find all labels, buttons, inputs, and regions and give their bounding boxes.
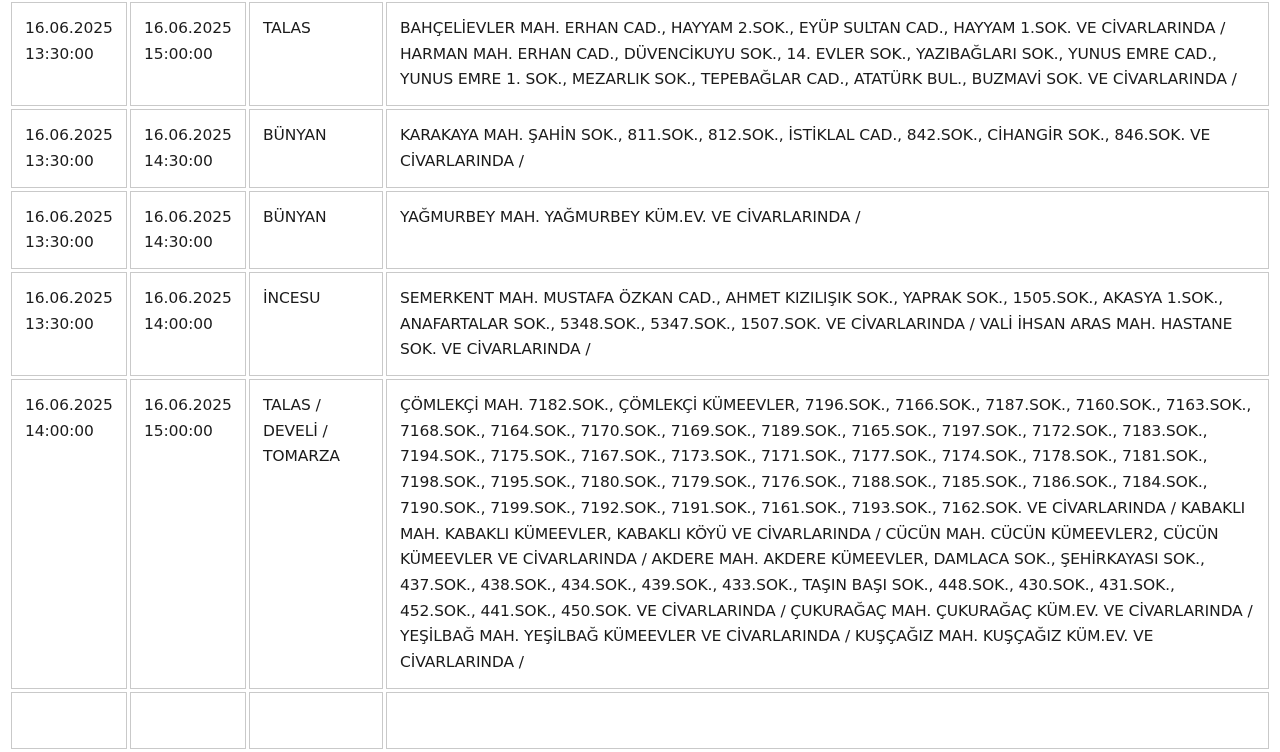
end-date: 16.06.2025 — [144, 207, 232, 226]
start-date: 16.06.2025 — [25, 126, 113, 145]
end-time: 15:00:00 — [144, 421, 213, 440]
start-cell — [11, 379, 127, 689]
address-cell: KARAKAYA MAH. ŞAHİN SOK., 811.SOK., 812.SOK., İSTİKLAL CAD., 842.SOK., CİHANGİR SOK., 846.SOK. VE CİVARLARINDA / — [386, 109, 1269, 187]
empty-cell — [130, 692, 246, 749]
address-cell: BAHÇELİEVLER MAH. ERHAN CAD., HAYYAM 2.SOK., EYÜP SULTAN CAD., HAYYAM 1.SOK. VE CİVARLARINDA / HARMAN MAH. ERHAN CAD., DÜVENCİKUYU SOK., 14. EVLER SOK., YAZIBAĞLARI SOK., YUNUS EMRE CAD., YUNUS EMRE 1. SOK., MEZARLIK SOK., TEPEBAĞLAR CAD., ATATÜRK BUL., BUZMAVİ SOK. VE CİVARLARINDA / — [386, 2, 1269, 106]
end-date: 16.06.2025 — [144, 396, 232, 415]
start-time: 13:30:00 — [25, 314, 94, 333]
end-date: 16.06.2025 — [144, 126, 232, 145]
start-cell — [11, 191, 127, 269]
table-row — [11, 191, 1269, 269]
table-row — [11, 109, 1269, 187]
empty-cell — [386, 692, 1269, 749]
end-time: 14:30:00 — [144, 233, 213, 252]
district-cell: BÜNYAN — [249, 191, 383, 269]
district-cell: BÜNYAN — [249, 109, 383, 187]
district-cell: TALAS / DEVELİ / TOMARZA — [249, 379, 383, 689]
end-cell — [130, 109, 246, 187]
district-cell: İNCESU — [249, 272, 383, 376]
address-cell: SEMERKENT MAH. MUSTAFA ÖZKAN CAD., AHMET KIZILIŞIK SOK., YAPRAK SOK., 1505.SOK., AKASYA 1.SOK., ANAFARTALAR SOK., 5348.SOK., 5347.SOK., 1507.SOK. VE CİVARLARINDA / VALİ İHSAN ARAS MAH. HASTANE SOK. VE CİVARLARINDA / — [386, 272, 1269, 376]
district-cell: TALAS — [249, 2, 383, 106]
start-time: 14:00:00 — [25, 421, 94, 440]
empty-cell — [11, 692, 127, 749]
start-time: 13:30:00 — [25, 151, 94, 170]
end-cell — [130, 191, 246, 269]
start-date: 16.06.2025 — [25, 207, 113, 226]
start-date: 16.06.2025 — [25, 288, 113, 307]
start-cell — [11, 272, 127, 376]
start-date: 16.06.2025 — [25, 19, 113, 37]
end-time: 15:00:00 — [144, 44, 213, 63]
end-date: 16.06.2025 — [144, 288, 232, 307]
end-cell — [130, 272, 246, 376]
outage-table — [8, 0, 1272, 752]
table-row — [11, 379, 1269, 689]
address-cell: YAĞMURBEY MAH. YAĞMURBEY KÜM.EV. VE CİVARLARINDA / — [386, 191, 1269, 269]
empty-cell — [249, 692, 383, 749]
end-time: 14:00:00 — [144, 314, 213, 333]
table-row — [11, 272, 1269, 376]
start-cell — [11, 2, 127, 106]
end-cell — [130, 379, 246, 689]
table-row-partial — [11, 692, 1269, 749]
end-time: 14:30:00 — [144, 151, 213, 170]
end-cell — [130, 2, 246, 106]
start-time: 13:30:00 — [25, 44, 94, 63]
address-cell: ÇÖMLEKÇİ MAH. 7182.SOK., ÇÖMLEKÇİ KÜMEEVLER, 7196.SOK., 7166.SOK., 7187.SOK., 7160.SOK., 7163.SOK., 7168.SOK., 7164.SOK., 7170.SOK., 7169.SOK., 7189.SOK., 7165.SOK., 7197.SOK., 7172.SOK., 7183.SOK., 7194.SOK., 7175.SOK., 7167.SOK., 7173.SOK., 7171.SOK., 7177.SOK., 7174.SOK., 7178.SOK., 7181.SOK., 7198.SOK., 7195.SOK., 7180.SOK., 7179.SOK., 7176.SOK., 7188.SOK., 7185.SOK., 7186.SOK., 7184.SOK., 7190.SOK., 7199.SOK., 7192.SOK., 7191.SOK., 7161.SOK., 7193.SOK., 7162.SOK. VE CİVARLARINDA / KABAKLI MAH. KABAKLI KÜMEEVLER, KABAKLI KÖYÜ VE CİVARLARINDA / CÜCÜN MAH. CÜCÜN KÜMEEVLER2, CÜCÜN KÜMEEVLER VE CİVARLARINDA / AKDERE MAH. AKDERE KÜMEEVLER, DAMLACA SOK., ŞEHİRKAYASI SOK., 437.SOK., 438.SOK., 434.SOK., 439.SOK., 433.SOK., TAŞIN BAŞI SOK., 448.SOK., 430.SOK., 431.SOK., 452.SOK., 441.SOK., 450.SOK. VE CİVARLARINDA / ÇUKURAĞAÇ MAH. ÇUKURAĞAÇ KÜM.EV. VE CİVARLARINDA / YEŞİLBAĞ MAH. YEŞİLBAĞ KÜMEEVLER VE CİVARLARINDA / KUŞÇAĞIZ MAH. KUŞÇAĞIZ KÜM.EV. VE CİVARLARINDA / — [386, 379, 1269, 689]
outage-table-container — [8, 0, 1272, 752]
start-time: 13:30:00 — [25, 233, 94, 252]
end-date: 16.06.2025 — [144, 19, 232, 37]
start-cell — [11, 109, 127, 187]
table-row — [11, 2, 1269, 106]
start-date: 16.06.2025 — [25, 396, 113, 415]
